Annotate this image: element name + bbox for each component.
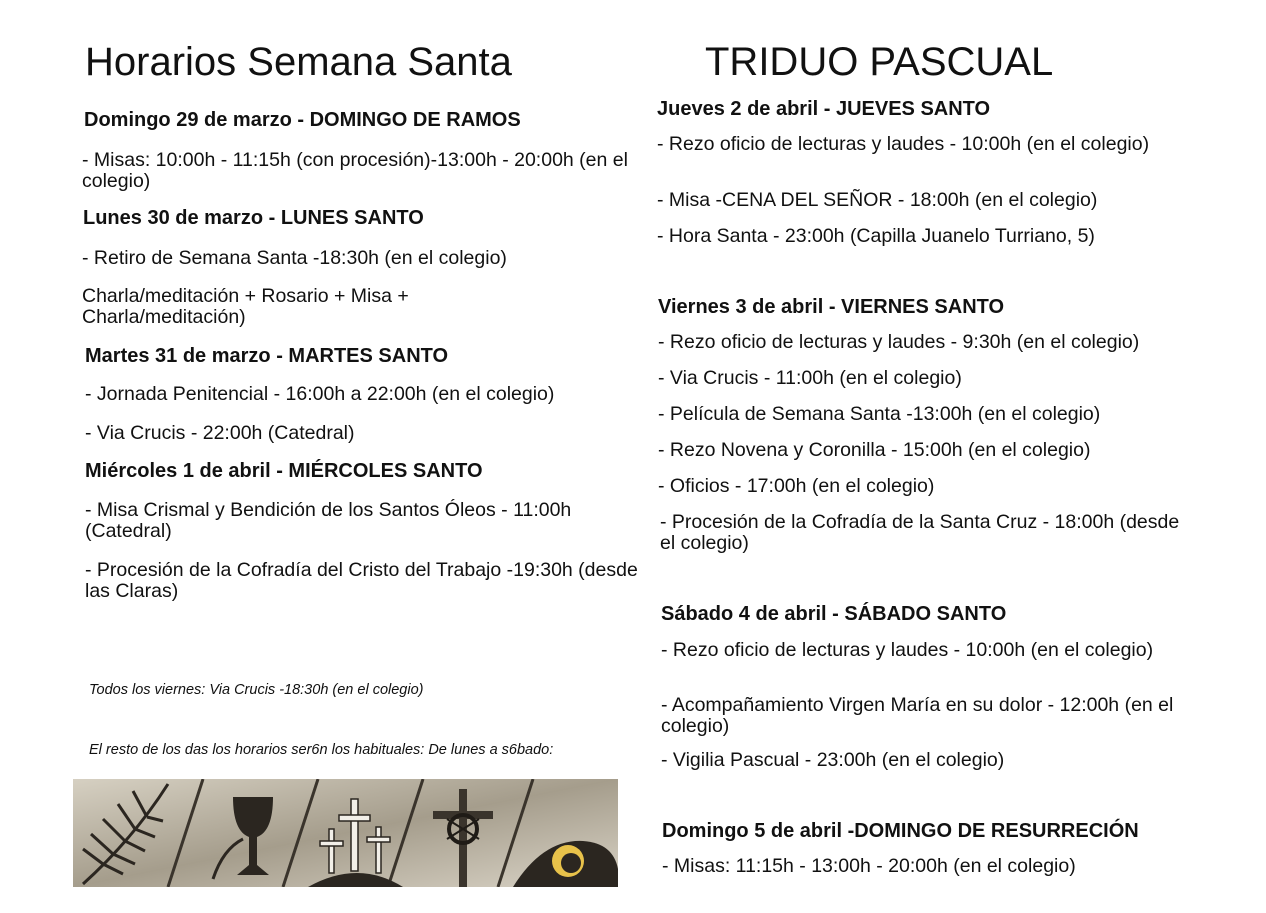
schedule-item: - Via Crucis - 11:00h (en el colegio) xyxy=(658,367,962,389)
right-title: TRIDUO PASCUAL xyxy=(705,40,1054,84)
day-heading-miercoles-santo: Miércoles 1 de abril - MIÉRCOLES SANTO xyxy=(85,460,483,482)
holy-week-banner-image xyxy=(73,779,618,887)
day-heading-sabado-santo: Sábado 4 de abril - SÁBADO SANTO xyxy=(661,603,1007,625)
day-heading-jueves-santo: Jueves 2 de abril - JUEVES SANTO xyxy=(657,98,991,120)
note-line: El resto de los das los horarios ser6n los habituales: De lunes a s6bado: xyxy=(89,742,554,758)
schedule-item: - Misa Crismal y Bendición de los Santos Óleos - 11:00h (Catedral) xyxy=(85,499,572,542)
left-title: Horarios Semana Santa xyxy=(85,40,512,84)
schedule-item: Charla/meditación + Rosario + Misa + Charla/meditación) xyxy=(82,285,409,328)
schedule-item: - Rezo Novena y Coronilla - 15:00h (en el colegio) xyxy=(658,439,1091,461)
schedule-item: - Rezo oficio de lecturas y laudes - 10:00h (en el colegio) xyxy=(661,639,1154,661)
day-heading-viernes-santo: Viernes 3 de abril - VIERNES SANTO xyxy=(658,296,1005,318)
day-heading-martes-santo: Martes 31 de marzo - MARTES SANTO xyxy=(85,345,449,367)
schedule-item: - Misas: 11:15h - 13:00h - 20:00h (en el colegio) xyxy=(662,855,1076,877)
schedule-item: - Jornada Penitencial - 16:00h a 22:00h (en el colegio) xyxy=(85,383,555,405)
day-heading-lunes-santo: Lunes 30 de marzo - LUNES SANTO xyxy=(83,207,424,229)
day-heading-domingo-ramos: Domingo 29 de marzo - DOMINGO DE RAMOS xyxy=(84,109,521,131)
schedule-item: - Procesión de la Cofradía del Cristo del Trabajo -19:30h (desde las Claras) xyxy=(85,559,638,602)
schedule-item: - Misas: 10:00h - 11:15h (con procesión)-13:00h - 20:00h (en el colegio) xyxy=(82,149,628,192)
schedule-item: - Vigilia Pascual - 23:00h (en el colegio) xyxy=(661,749,1005,771)
schedule-item: - Retiro de Semana Santa -18:30h (en el colegio) xyxy=(82,247,507,269)
note-line: Todos los viernes: Via Crucis -18:30h (en el colegio) xyxy=(89,682,424,698)
schedule-item: - Rezo oficio de lecturas y laudes - 9:30h (en el colegio) xyxy=(658,331,1140,353)
schedule-item: - Procesión de la Cofradía de la Santa Cruz - 18:00h (desde el colegio) xyxy=(660,511,1180,554)
schedule-item: - Hora Santa - 23:00h (Capilla Juanelo Turriano, 5) xyxy=(657,225,1095,247)
schedule-item: - Via Crucis - 22:00h (Catedral) xyxy=(85,422,355,444)
schedule-item: - Película de Semana Santa -13:00h (en el colegio) xyxy=(658,403,1101,425)
schedule-item: - Oficios - 17:00h (en el colegio) xyxy=(658,475,935,497)
schedule-item: - Rezo oficio de lecturas y laudes - 10:00h (en el colegio) xyxy=(657,133,1150,155)
day-heading-domingo-resurreccion: Domingo 5 de abril -DOMINGO DE RESURRECIÓN xyxy=(662,820,1139,842)
schedule-item: - Misa -CENA DEL SEÑOR - 18:00h (en el colegio) xyxy=(657,189,1098,211)
schedule-item: - Acompañamiento Virgen María en su dolor - 12:00h (en el colegio) xyxy=(661,694,1174,737)
